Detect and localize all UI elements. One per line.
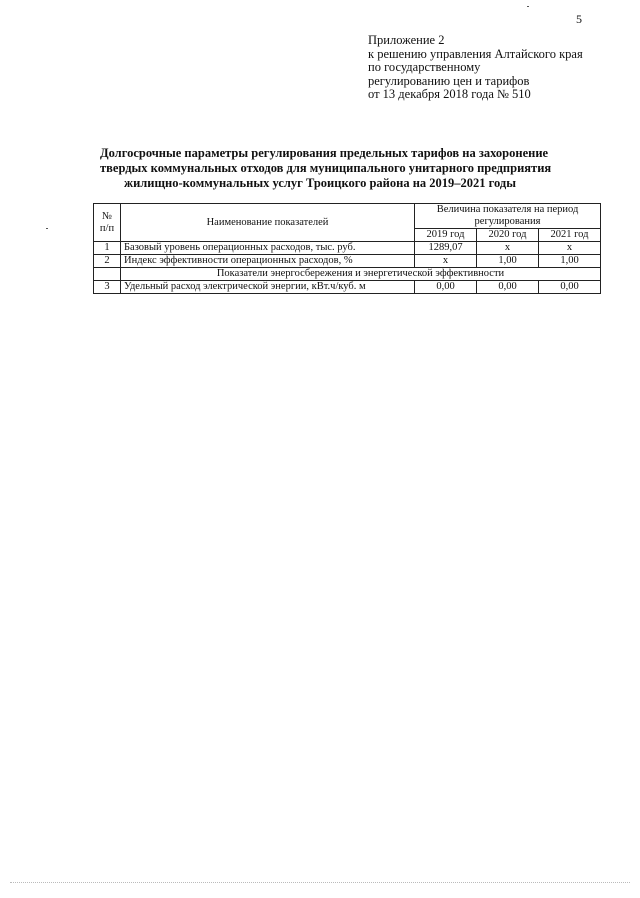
header-num: № п/п [94, 204, 121, 242]
table-row [94, 255, 601, 268]
appendix-line: Приложение 2 [368, 33, 445, 47]
row-value: х [415, 255, 477, 268]
appendix-line: от 13 декабря 2018 года № 510 [368, 87, 531, 102]
table-row [94, 281, 601, 294]
parameters-table [93, 203, 601, 294]
header-year: 2019 год [415, 229, 477, 242]
row-value: 0,00 [415, 281, 477, 294]
title-line: Долгосрочные параметры регулирования предельных тарифов на захоронение [100, 146, 549, 160]
row-num: 2 [94, 255, 121, 268]
scan-speck [46, 228, 48, 229]
section-row [94, 268, 601, 281]
appendix-line: по государственному [368, 60, 481, 75]
row-num: 3 [94, 281, 121, 294]
scan-speck [527, 6, 529, 7]
header-value-group: Величина показателя на период регулирования [415, 204, 601, 229]
section-num-cell [94, 268, 121, 281]
appendix-line: регулированию цен и тарифов [368, 73, 530, 88]
row-value: 1289,07 [415, 242, 477, 255]
document-title [100, 146, 552, 191]
row-value: 0,00 [539, 281, 601, 294]
row-num: 1 [94, 242, 121, 255]
row-value: 1,00 [539, 255, 601, 268]
row-value: 1,00 [477, 255, 539, 268]
appendix-line: к решению управления Алтайского края [368, 46, 583, 61]
section-title: Показатели энергосбережения и энергетической эффективности [121, 268, 601, 281]
row-value: 0,00 [477, 281, 539, 294]
table-header-row [94, 204, 601, 229]
table-row [94, 242, 601, 255]
row-name: Удельный расход электрической энергии, кВт.ч/куб. м [121, 281, 415, 294]
page-number: 5 [576, 12, 582, 26]
row-value: х [477, 242, 539, 255]
title-line: жилищно-коммунальных услуг Троицкого района на 2019–2021 годы [124, 176, 516, 190]
header-year: 2020 год [477, 229, 539, 242]
header-year: 2021 год [539, 229, 601, 242]
scan-edge-line [10, 882, 630, 883]
title-line: твердых коммунальных отходов для муниципального унитарного предприятия [100, 161, 552, 175]
appendix-block [368, 34, 583, 102]
header-name: Наименование показателей [121, 204, 415, 242]
row-value: х [539, 242, 601, 255]
row-name: Индекс эффективности операционных расходов, % [121, 255, 415, 268]
row-name: Базовый уровень операционных расходов, тыс. руб. [121, 242, 415, 255]
